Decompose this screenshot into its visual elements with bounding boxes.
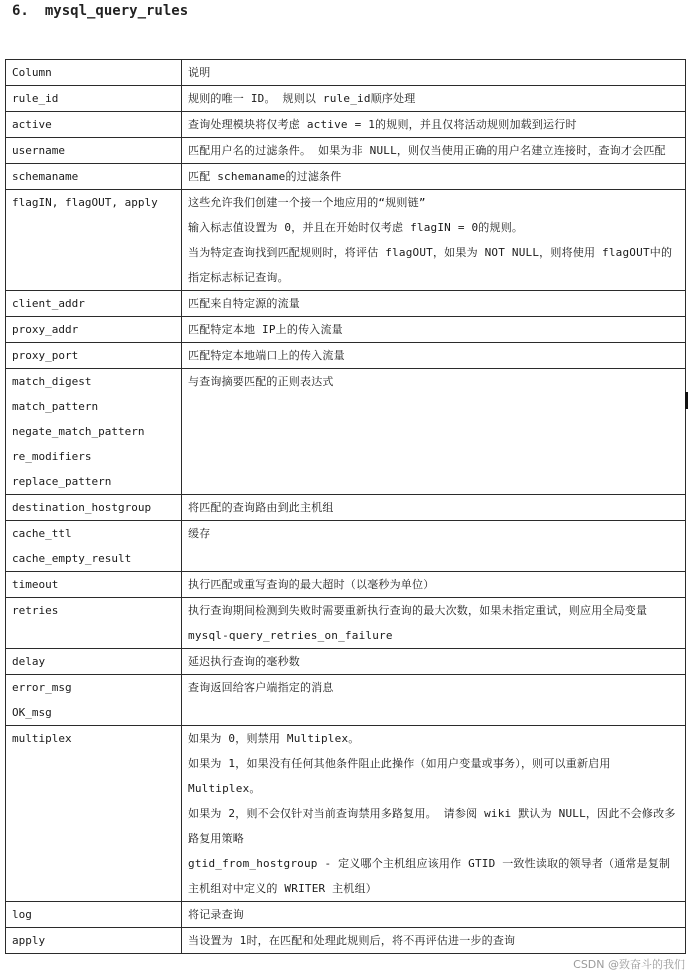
column-name-cell [6,112,182,138]
column-name: retries [12,604,59,617]
description-cell [182,112,686,138]
description-text: 输入标志值设置为 0，并且在开始时仅考虑 flagIN = 0的规则。 [188,221,524,234]
column-name: client_addr [12,297,85,310]
description-text: 如果为 0，则禁用 Multiplex。 [188,732,360,745]
column-name-cell [6,726,182,902]
table-row [6,726,686,902]
description-text: 与查询摘要匹配的正则表达式 [188,375,334,388]
watermark: CSDN @致奋斗的我们 [573,958,685,971]
section-title: mysql_query_rules [44,3,189,19]
table-row [6,649,686,675]
description-text: 匹配特定本地端口上的传入流量 [188,349,345,362]
table-row [6,190,686,291]
column-name-cell [6,598,182,649]
column-name-cell [6,521,182,572]
description-cell [182,928,686,954]
description-cell [182,598,686,649]
column-name: apply [12,934,46,947]
column-name: active [12,118,52,131]
column-name-cell [6,164,182,190]
description-cell [182,138,686,164]
description-text: gtid_from_hostgroup - 定义哪个主机组应该用作 GTID 一致性读取的领导者（通常是复制主机组对中定义的 WRITER 主机组） [188,857,671,895]
column-name-cell [6,495,182,521]
table-row [6,138,686,164]
column-name: rule_id [12,92,59,105]
header-description-label: 说明 [188,66,211,79]
description-text: 匹配用户名的过滤条件。 如果为非 NULL，则仅当使用正确的用户名建立连接时，查询才会匹配 [188,144,666,157]
column-name-cell [6,317,182,343]
column-name: OK_msg [12,706,52,719]
table-row [6,902,686,928]
column-name: match_digest [12,375,92,388]
column-name-cell [6,649,182,675]
description-text: 执行匹配或重写查询的最大超时（以毫秒为单位） [188,578,435,591]
description-cell [182,291,686,317]
description-cell [182,317,686,343]
description-text: 如果为 2，则不会仅针对当前查询禁用多路复用。 请参阅 wiki 默认为 NULL，因此不会修改多路复用策略 [188,807,676,845]
page-edge-mark [685,392,688,409]
column-name-cell [6,291,182,317]
description-cell [182,521,686,572]
table-row [6,86,686,112]
table-row [6,343,686,369]
description-text: 延迟执行查询的毫秒数 [188,655,300,668]
description-text: 当设置为 1时，在匹配和处理此规则后，将不再评估进一步的查询 [188,934,516,947]
column-name: error_msg [12,681,72,694]
column-name: re_modifiers [12,450,92,463]
column-name: flagIN, flagOUT, apply [12,196,158,209]
column-name-cell [6,190,182,291]
description-text: 匹配来自特定源的流量 [188,297,300,310]
column-name: schemaname [12,170,79,183]
description-cell [182,675,686,726]
description-text: 匹配特定本地 IP上的传入流量 [188,323,343,336]
description-cell [182,572,686,598]
column-name: username [12,144,65,157]
table-row [6,291,686,317]
table-row [6,572,686,598]
description-text: 匹配 schemaname的过滤条件 [188,170,342,183]
column-name: destination_hostgroup [12,501,152,514]
header-column-cell [6,60,182,86]
column-name: proxy_port [12,349,79,362]
description-cell [182,902,686,928]
description-cell [182,369,686,495]
column-name-cell [6,138,182,164]
table-row [6,369,686,495]
description-text: 查询返回给客户端指定的消息 [188,681,334,694]
column-name-cell [6,675,182,726]
table-row [6,928,686,954]
description-cell [182,190,686,291]
header-column-label: Column [12,66,52,79]
query-rules-table [5,59,686,954]
description-text: 将记录查询 [188,908,244,921]
table-row [6,317,686,343]
column-name-cell [6,369,182,495]
column-name-cell [6,343,182,369]
description-cell [182,726,686,902]
description-text: 缓存 [188,527,211,540]
description-text: 将匹配的查询路由到此主机组 [188,501,334,514]
description-text: 这些允许我们创建一个接一个地应用的“规则链” [188,196,426,209]
column-name: proxy_addr [12,323,79,336]
column-name: timeout [12,578,59,591]
description-cell [182,649,686,675]
table-row [6,521,686,572]
column-name-cell [6,902,182,928]
column-name: replace_pattern [12,475,112,488]
description-text: 当为特定查询找到匹配规则时，将评估 flagOUT，如果为 NOT NULL，则将使用 flagOUT中的指定标志标记查询。 [188,246,673,284]
description-cell [182,495,686,521]
table-header-row [6,60,686,86]
description-cell [182,343,686,369]
table-row [6,495,686,521]
table-row [6,112,686,138]
header-description-cell [182,60,686,86]
column-name: cache_empty_result [12,552,132,565]
column-name-cell [6,928,182,954]
table-row [6,675,686,726]
column-name: match_pattern [12,400,99,413]
table-row [6,164,686,190]
table-row [6,598,686,649]
column-name: cache_ttl [12,527,72,540]
description-cell [182,164,686,190]
column-name: delay [12,655,46,668]
column-name: multiplex [12,732,72,745]
description-cell [182,86,686,112]
description-text: 如果为 1，如果没有任何其他条件阻止此操作（如用户变量或事务），则可以重新启用 Multiplex。 [188,757,611,795]
section-heading [12,0,188,22]
column-name-cell [6,86,182,112]
section-number: 6. [12,3,29,19]
description-text: 查询处理模块将仅考虑 active = 1的规则，并且仅将活动规则加载到运行时 [188,118,577,131]
column-name: negate_match_pattern [12,425,145,438]
description-text: 规则的唯一 ID。 规则以 rule_id顺序处理 [188,92,416,105]
description-text: 执行查询期间检测到失败时需要重新执行查询的最大次数，如果未指定重试，则应用全局变量 mysql-query_retries_on_failure [188,604,648,642]
column-name-cell [6,572,182,598]
column-name: log [12,908,32,921]
